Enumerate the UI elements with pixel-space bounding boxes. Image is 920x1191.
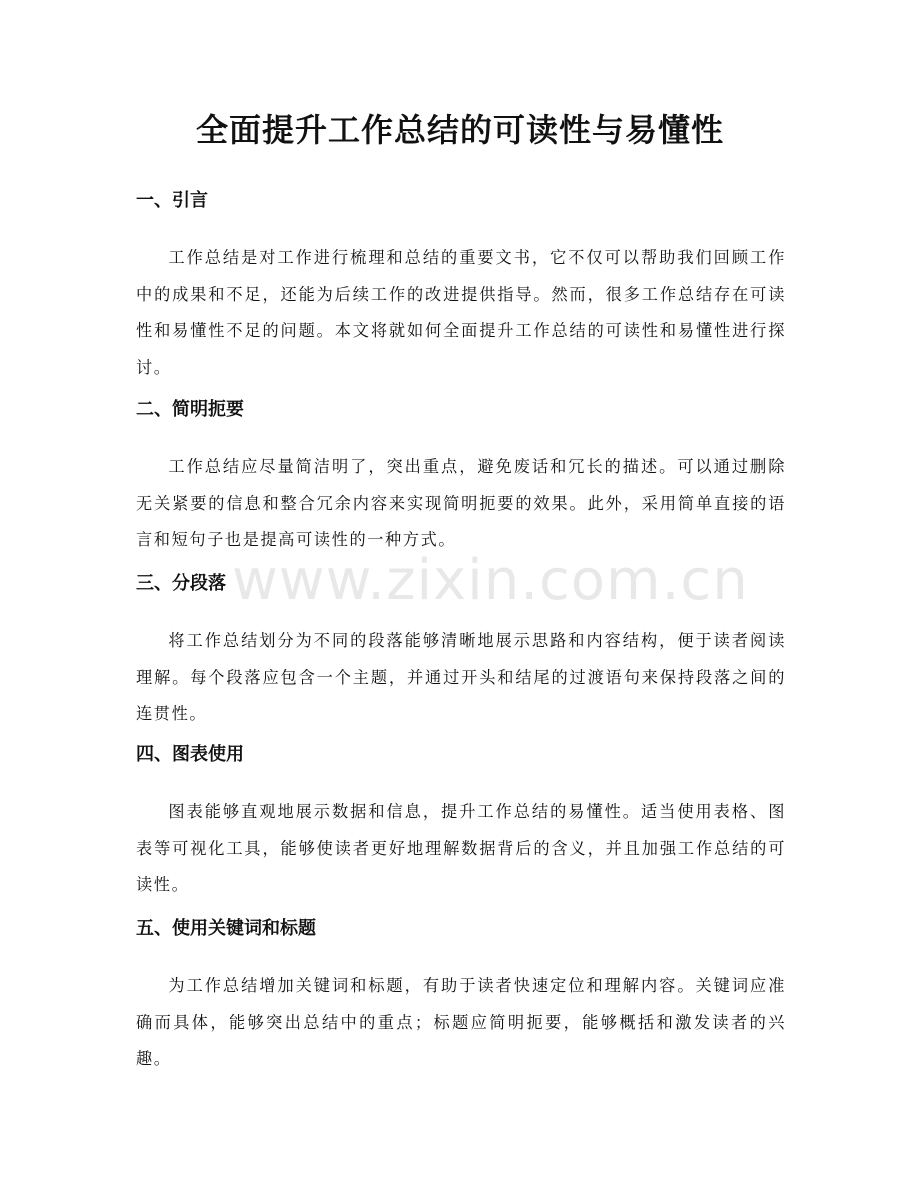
- section-charts: [136, 742, 786, 904]
- section-paragraph: 将工作总结划分为不同的段落能够清晰地展示思路和内容结构，便于读者阅读理解。每个段落应包含一个主题，并通过开头和结尾的过渡语句来保持段落之间的连贯性。: [136, 631, 786, 723]
- section-keywords-titles: [136, 916, 786, 1078]
- document-title: 全面提升工作总结的可读性与易懂性: [195, 111, 724, 149]
- section-paragraphing: [136, 571, 786, 733]
- section-paragraph: 为工作总结增加关键词和标题，有助于读者快速定位和理解内容。关键词应准确而具体，能够突出总结中的重点；标题应简明扼要，能够概括和激发读者的兴趣。: [136, 976, 786, 1068]
- watermark: www.zixin.com.cn: [232, 548, 749, 613]
- section-paragraph: 图表能够直观地展示数据和信息，提升工作总结的易懂性。适当使用表格、图表等可视化工具，能够使读者更好地理解数据背后的含义，并且加强工作总结的可读性。: [136, 802, 786, 894]
- section-heading: 三、分段落: [136, 573, 226, 594]
- section-paragraph: 工作总结应尽量简洁明了，突出重点，避免废话和冗长的描述。可以通过删除无关紧要的信息和整合冗余内容来实现简明扼要的效果。此外，采用简单直接的语言和短句子也是提高可读性的一种方式。: [136, 457, 786, 549]
- section-heading: 四、图表使用: [136, 744, 244, 765]
- section-heading: 一、引言: [136, 190, 208, 211]
- section-introduction: [136, 188, 786, 386]
- section-heading: 二、简明扼要: [136, 399, 244, 420]
- section-concise: [136, 397, 786, 559]
- section-paragraph: 工作总结是对工作进行梳理和总结的重要文书，它不仅可以帮助我们回顾工作中的成果和不足，还能为后续工作的改进提供指导。然而，很多工作总结存在可读性和易懂性不足的问题。本文将就如何全面提升工作总结的可读性和易懂性进行探讨。: [136, 248, 786, 377]
- section-heading: 五、使用关键词和标题: [136, 918, 316, 939]
